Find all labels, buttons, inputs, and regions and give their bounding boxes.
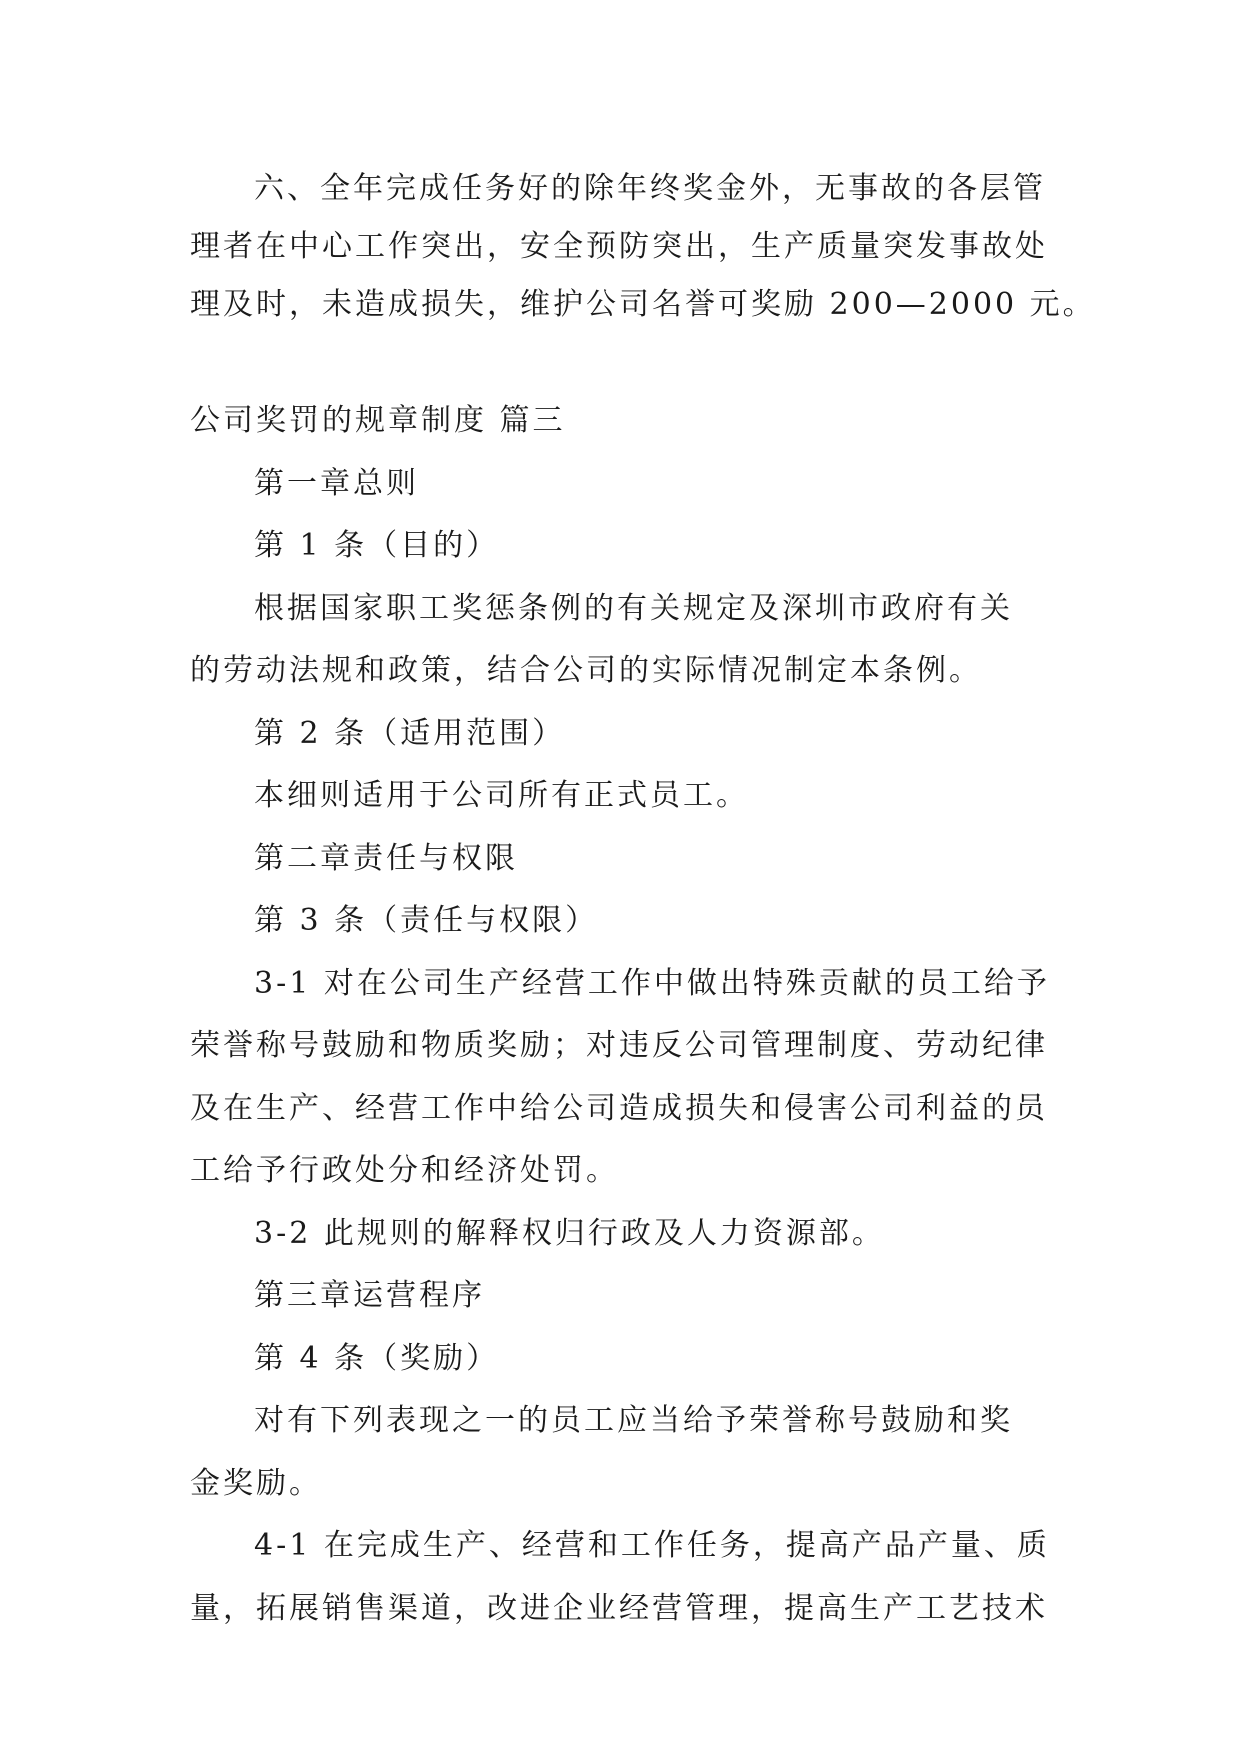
paragraph-line: 理者在中心工作突出，安全预防突出，生产质量突发事故处 bbox=[190, 229, 1048, 264]
paragraph-line: 本细则适用于公司所有正式员工。 bbox=[254, 778, 749, 813]
article-title: 第 2 条（适用范围） bbox=[254, 715, 566, 751]
paragraph-line: 六、全年完成任务好的除年终奖金外，无事故的各层管 bbox=[254, 171, 1046, 206]
paragraph-line: 3-2 此规则的解释权归行政及人力资源部。 bbox=[254, 1215, 885, 1251]
article-title: 第 4 条（奖励） bbox=[254, 1340, 500, 1376]
paragraph-line: 荣誉称号鼓励和物质奖励；对违反公司管理制度、劳动纪律 bbox=[190, 1028, 1048, 1063]
main-content bbox=[190, 390, 1060, 1640]
paragraph-line: 对有下列表现之一的员工应当给予荣誉称号鼓励和奖 bbox=[254, 1403, 1013, 1438]
chapter-heading: 第三章运营程序 bbox=[254, 1278, 485, 1313]
chapter-heading: 第一章总则 bbox=[254, 465, 419, 501]
paragraph-line: 及在生产、经营工作中给公司造成损失和侵害公司利益的员 bbox=[190, 1090, 1048, 1126]
paragraph-line: 4-1 在完成生产、经营和工作任务，提高产品产量、质 bbox=[254, 1528, 1050, 1563]
paragraph-line: 的劳动法规和政策，结合公司的实际情况制定本条例。 bbox=[190, 653, 982, 688]
paragraph-line: 理及时，未造成损失，维护公司名誉可奖励 200—2000 元。 bbox=[190, 287, 1096, 322]
article-title: 第 3 条（责任与权限） bbox=[254, 903, 599, 938]
paragraph-line: 3-1 对在公司生产经营工作中做出特殊贡献的员工给予 bbox=[254, 965, 1050, 1001]
paragraph-six bbox=[190, 160, 1096, 334]
paragraph-line: 金奖励。 bbox=[190, 1465, 322, 1501]
article-title: 第 1 条（目的） bbox=[254, 528, 500, 563]
chapter-heading: 第二章责任与权限 bbox=[254, 840, 518, 876]
paragraph-line: 根据国家职工奖惩条例的有关规定及深圳市政府有关 bbox=[254, 590, 1013, 626]
paragraph-line: 工给予行政处分和经济处罚。 bbox=[190, 1153, 619, 1188]
section-title: 公司奖罚的规章制度 篇三 bbox=[190, 403, 566, 438]
paragraph-line: 量，拓展销售渠道，改进企业经营管理，提高生产工艺技术 bbox=[190, 1590, 1048, 1626]
